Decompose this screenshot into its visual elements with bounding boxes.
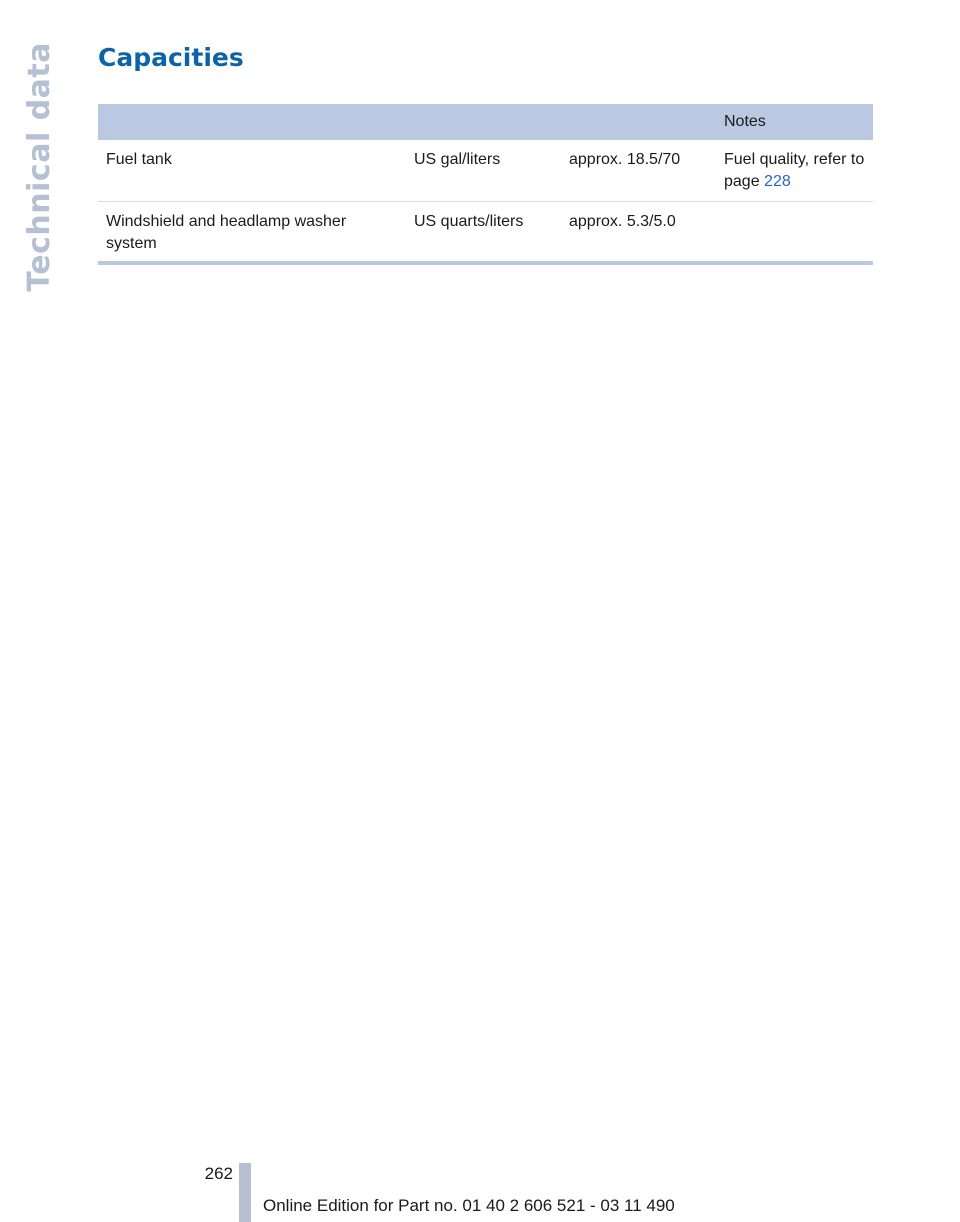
header-value [561, 104, 716, 140]
cell-notes [716, 140, 873, 202]
side-tab-label: Technical data [22, 42, 57, 292]
footer-accent-bar [239, 1163, 251, 1222]
header-notes: Notes [716, 104, 873, 140]
footer-edition-text: Online Edition for Part no. 01 40 2 606 521 - 03 11 490 [263, 1196, 675, 1215]
table-header-row [98, 104, 873, 140]
header-item [98, 104, 406, 140]
cell-value: approx. 18.5/70 [561, 140, 716, 202]
note-text: Fuel quality, refer to page [724, 151, 865, 190]
cell-item: Windshield and headlamp washer system [98, 202, 406, 264]
cell-item: Fuel tank [98, 140, 406, 202]
cell-notes [716, 202, 873, 264]
cell-value: approx. 5.3/5.0 [561, 202, 716, 264]
table-row [98, 140, 873, 202]
header-unit [406, 104, 561, 140]
side-tab [20, 42, 60, 322]
table-row [98, 202, 873, 264]
page-reference-link[interactable]: 228 [764, 173, 791, 190]
cell-unit: US gal/liters [406, 140, 561, 202]
capacities-table [98, 104, 873, 265]
cell-unit: US quarts/liters [406, 202, 561, 264]
page-number: 262 [204, 1164, 233, 1183]
page-title: Capacities [98, 43, 244, 72]
